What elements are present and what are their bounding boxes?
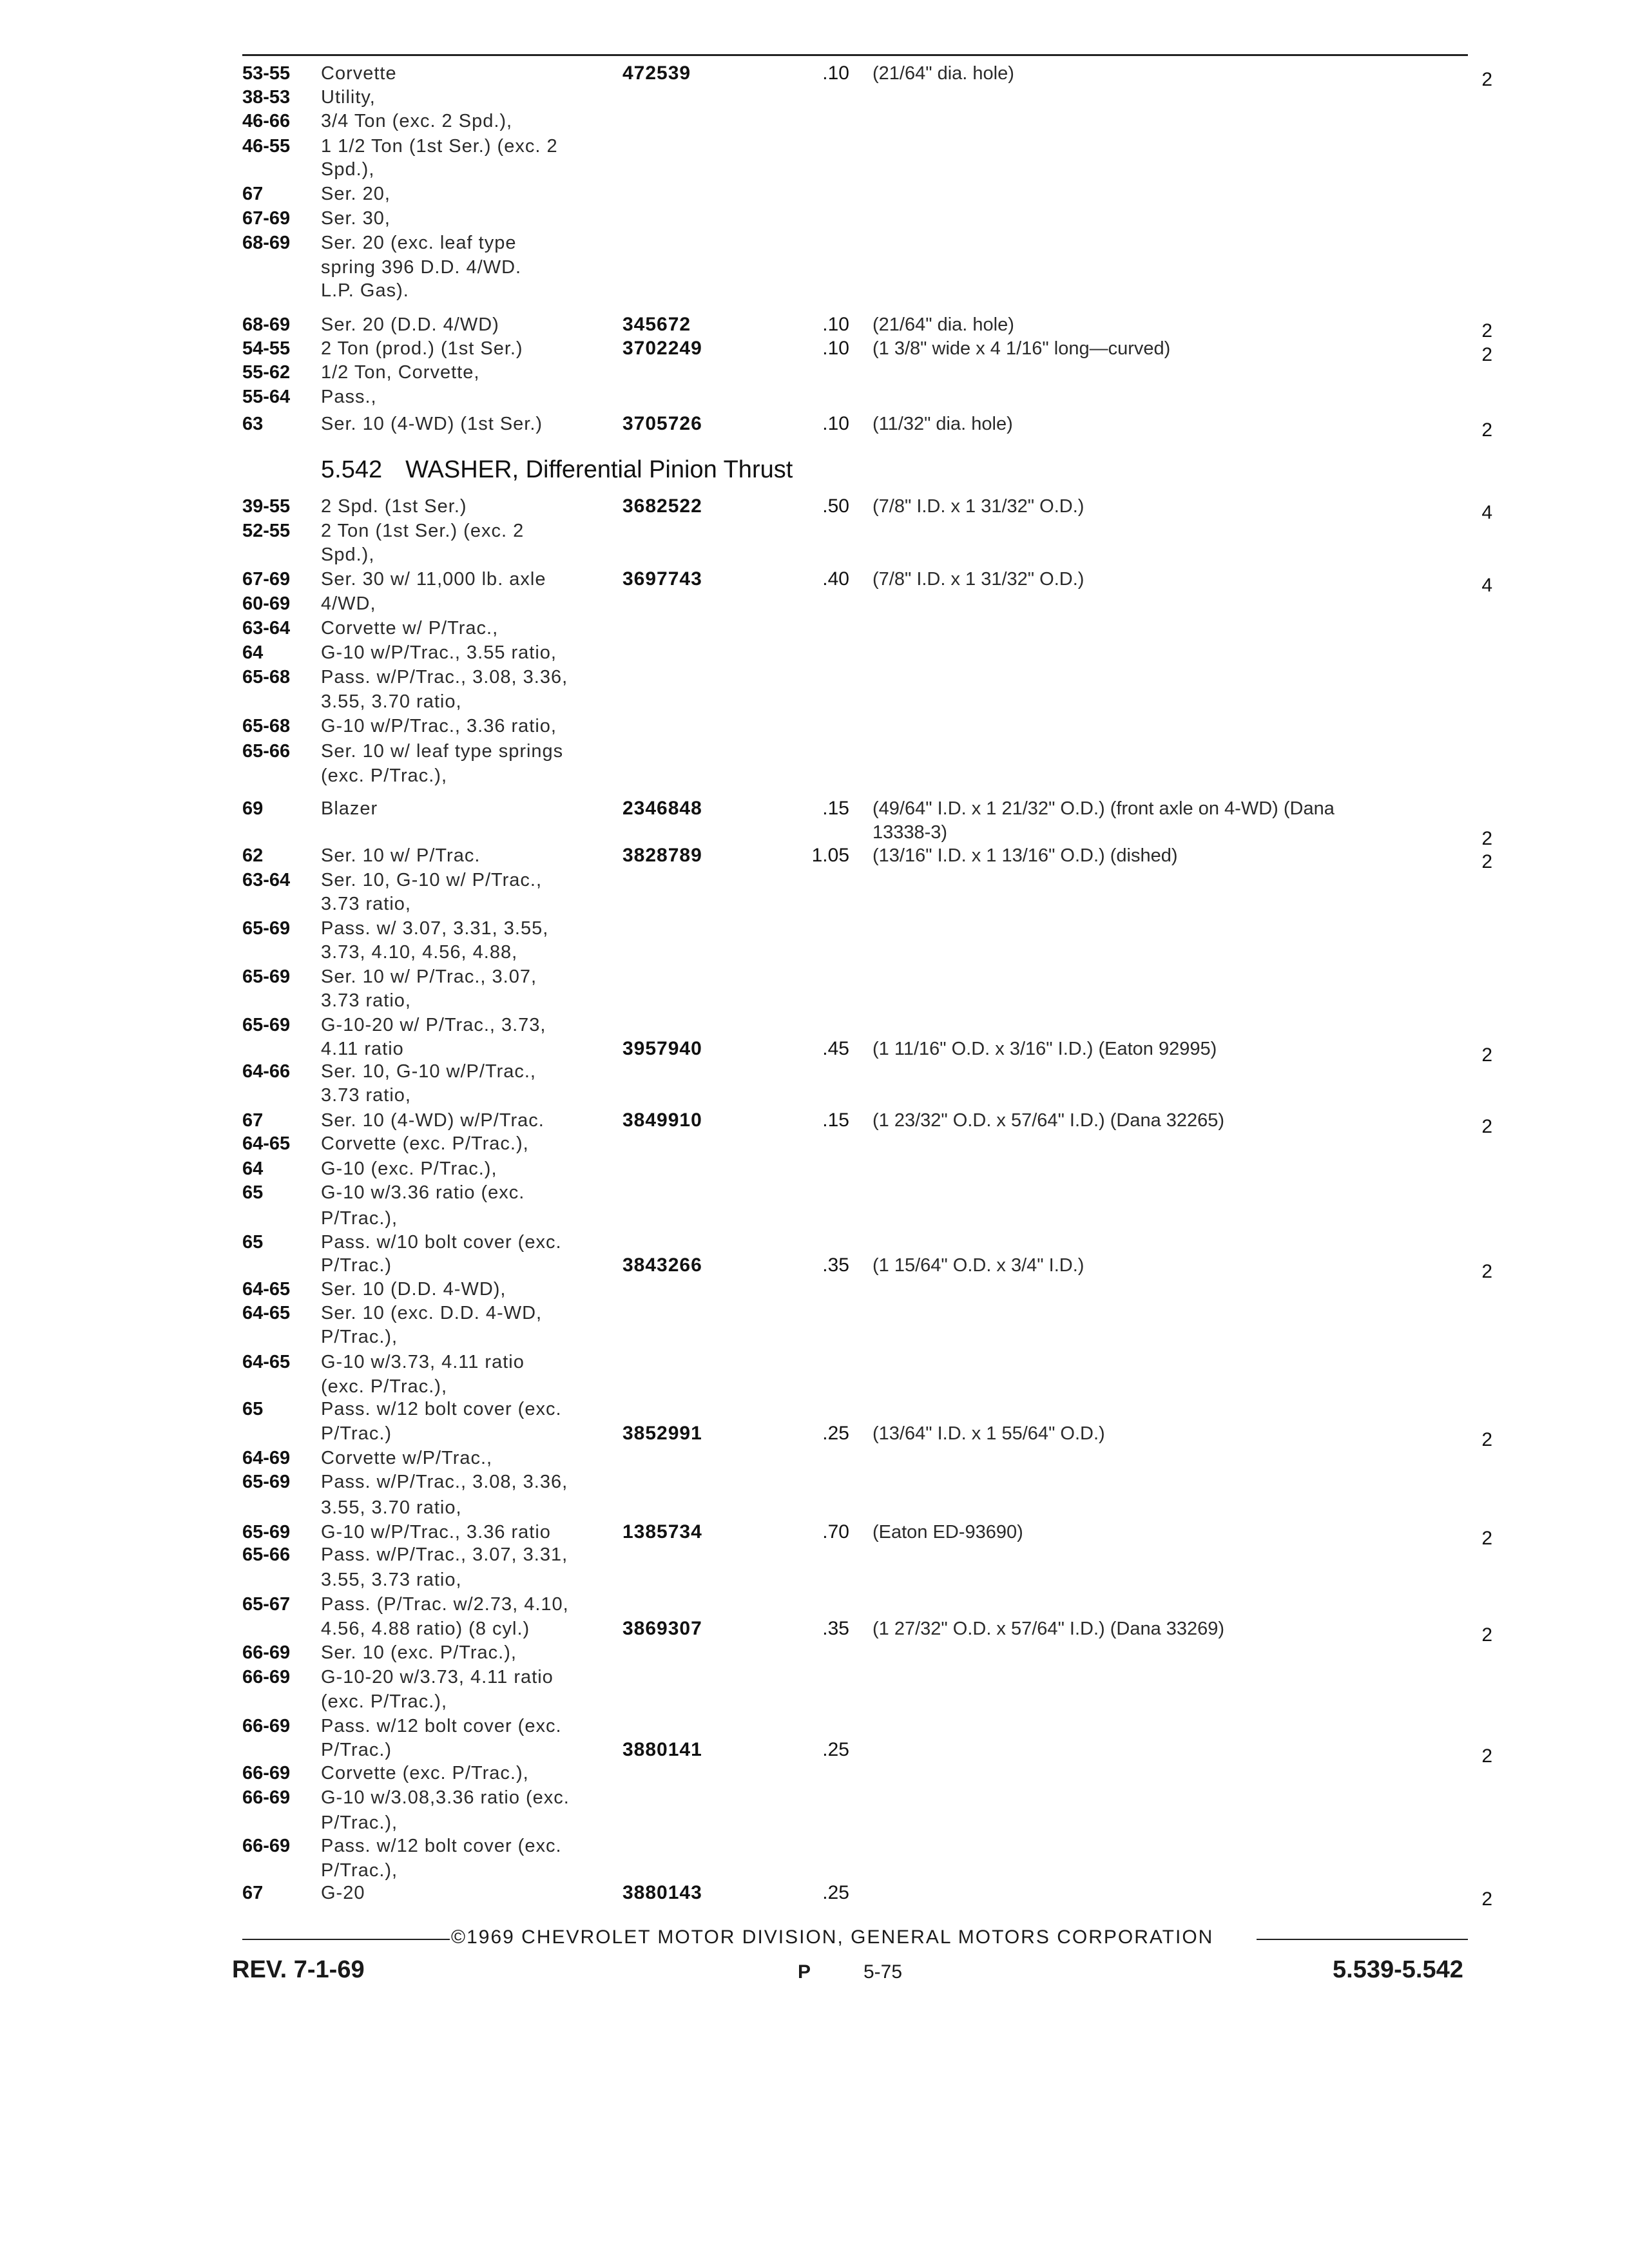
row-application: Ser. 10 (exc. D.D. 4-WD,	[321, 1303, 543, 1323]
row-year-range: 64-65	[242, 1303, 291, 1323]
row-note: 13338-3)	[872, 822, 948, 843]
row-price: .10	[822, 338, 849, 359]
row-application: Spd.),	[321, 544, 375, 565]
row-year-range: 60-69	[242, 593, 291, 614]
row-year-range: 66-69	[242, 1716, 291, 1736]
row-application: Utility,	[321, 87, 376, 108]
row-application: 2 Spd. (1st Ser.)	[321, 496, 467, 517]
row-application: Ser. 20 (exc. leaf type	[321, 233, 517, 253]
row-application: Pass. w/10 bolt cover (exc.	[321, 1232, 562, 1253]
row-application: G-10 w/3.73, 4.11 ratio	[321, 1352, 525, 1372]
row-part-number: 3828789	[622, 845, 702, 866]
row-year-range: 55-62	[242, 362, 291, 383]
row-part-number: 3852991	[622, 1423, 702, 1444]
row-application: L.P. Gas).	[321, 280, 409, 301]
row-price: .35	[822, 1254, 849, 1276]
row-application: Ser. 10 (D.D. 4-WD),	[321, 1279, 506, 1300]
row-year-range: 67	[242, 1110, 264, 1131]
row-application: Ser. 10 (exc. P/Trac.),	[321, 1642, 517, 1663]
row-quantity: 2	[1481, 1429, 1492, 1450]
row-part-number: 3869307	[622, 1618, 702, 1639]
row-application: (exc. P/Trac.),	[321, 1376, 447, 1397]
row-year-range: 46-55	[242, 136, 291, 157]
row-year-range: 65-68	[242, 716, 291, 736]
revision-date: REV. 7-1-69	[232, 1956, 365, 1983]
row-note: (1 3/8" wide x 4 1/16" long—curved)	[872, 338, 1171, 359]
row-year-range: 63-64	[242, 618, 291, 639]
row-application: G-10 w/P/Trac., 3.36 ratio,	[321, 716, 557, 736]
row-application: P/Trac.),	[321, 1860, 398, 1881]
row-quantity: 2	[1481, 1261, 1492, 1282]
row-application: G-20	[321, 1883, 365, 1903]
row-year-range: 64-66	[242, 1061, 291, 1082]
row-application: 3.73 ratio,	[321, 990, 411, 1011]
row-year-range: 65-69	[242, 1472, 291, 1492]
row-year-range: 65-66	[242, 741, 291, 762]
row-application: G-10 w/P/Trac., 3.55 ratio,	[321, 642, 557, 663]
row-part-number: 2346848	[622, 798, 702, 819]
row-year-range: 64	[242, 1158, 264, 1179]
row-part-number: 3843266	[622, 1254, 702, 1276]
section-title: WASHER, Differential Pinion Thrust	[405, 456, 793, 483]
row-application: Ser. 30 w/ 11,000 lb. axle	[321, 569, 546, 590]
row-note: (11/32" dia. hole)	[872, 414, 1013, 434]
row-year-range: 65	[242, 1399, 264, 1419]
row-part-number: 345672	[622, 314, 691, 335]
row-application: G-10 (exc. P/Trac.),	[321, 1158, 497, 1179]
row-application: Ser. 20 (D.D. 4/WD)	[321, 314, 499, 335]
row-note: (1 11/16" O.D. x 3/16" I.D.) (Eaton 92995)	[872, 1039, 1217, 1059]
row-part-number: 3697743	[622, 568, 702, 590]
row-application: 4.56, 4.88 ratio) (8 cyl.)	[321, 1619, 530, 1639]
row-year-range: 39-55	[242, 496, 291, 517]
row-part-number: 1385734	[622, 1521, 702, 1542]
row-year-range: 65-67	[242, 1594, 291, 1615]
row-year-range: 66-69	[242, 1787, 291, 1808]
row-application: G-10 w/P/Trac., 3.36 ratio	[321, 1522, 551, 1542]
row-application: Spd.),	[321, 159, 375, 180]
row-quantity: 4	[1481, 575, 1492, 596]
section-range: 5.539-5.542	[1333, 1956, 1463, 1983]
row-application: Ser. 10 w/ P/Trac.	[321, 845, 481, 866]
row-application: P/Trac.),	[321, 1327, 398, 1347]
row-application: 4.11 ratio	[321, 1039, 404, 1059]
row-note: (1 23/32" O.D. x 57/64" I.D.) (Dana 32265)	[872, 1110, 1225, 1131]
row-year-range: 64-69	[242, 1448, 291, 1468]
footer-rule-right	[1257, 1939, 1468, 1940]
row-application: Corvette	[321, 63, 397, 84]
row-year-range: 65-69	[242, 966, 291, 987]
row-year-range: 67-69	[242, 569, 291, 590]
row-year-range: 66-69	[242, 1763, 291, 1783]
row-quantity: 2	[1481, 1116, 1492, 1137]
row-quantity: 2	[1481, 1528, 1492, 1549]
row-application: Corvette w/P/Trac.,	[321, 1448, 493, 1468]
row-application: 1/2 Ton, Corvette,	[321, 362, 480, 383]
row-application: Ser. 10 (4-WD) (1st Ser.)	[321, 414, 543, 434]
row-year-range: 68-69	[242, 314, 291, 335]
row-application: 3.55, 3.73 ratio,	[321, 1570, 462, 1590]
section-number: 5.542	[321, 456, 383, 483]
row-application: P/Trac.),	[321, 1208, 398, 1229]
row-note: (13/16" I.D. x 1 13/16" O.D.) (dished)	[872, 845, 1178, 866]
row-year-range: 69	[242, 798, 264, 819]
row-year-range: 64-65	[242, 1133, 291, 1154]
row-year-range: 67	[242, 1883, 264, 1903]
row-application: Ser. 30,	[321, 208, 390, 229]
row-note: (7/8" I.D. x 1 31/32" O.D.)	[872, 569, 1084, 590]
row-application: Pass. w/P/Trac., 3.07, 3.31,	[321, 1544, 568, 1565]
row-quantity: 2	[1481, 1044, 1492, 1066]
row-application: Pass. w/12 bolt cover (exc.	[321, 1716, 562, 1736]
row-year-range: 65-69	[242, 1015, 291, 1035]
row-application: Ser. 10 (4-WD) w/P/Trac.	[321, 1110, 545, 1131]
row-price: .45	[822, 1038, 849, 1059]
row-note: (49/64" I.D. x 1 21/32" O.D.) (front axle on 4-WD) (Dana	[872, 798, 1335, 819]
row-quantity: 2	[1481, 1624, 1492, 1646]
row-year-range: 64	[242, 642, 264, 663]
row-price: 1.05	[811, 845, 849, 866]
row-price: .15	[822, 798, 849, 819]
row-application: Pass.,	[321, 387, 377, 407]
row-quantity: 2	[1481, 828, 1492, 849]
row-quantity: 2	[1481, 1745, 1492, 1767]
row-year-range: 64-65	[242, 1279, 291, 1300]
row-year-range: 65-69	[242, 918, 291, 939]
row-application: Corvette (exc. P/Trac.),	[321, 1763, 529, 1783]
row-price: .15	[822, 1110, 849, 1131]
row-year-range: 67-69	[242, 208, 291, 229]
row-part-number: 3682522	[622, 495, 702, 517]
row-quantity: 2	[1481, 419, 1492, 441]
row-part-number: 3702249	[622, 338, 702, 359]
row-year-range: 63-64	[242, 870, 291, 890]
row-price: .50	[822, 495, 849, 517]
row-application: Pass. w/P/Trac., 3.08, 3.36,	[321, 667, 568, 687]
row-price: .10	[822, 413, 849, 434]
row-year-range: 46-66	[242, 111, 291, 131]
row-application: 3.73, 4.10, 4.56, 4.88,	[321, 942, 518, 963]
row-quantity: 2	[1481, 344, 1492, 365]
row-application: P/Trac.)	[321, 1423, 392, 1444]
row-part-number: 3880141	[622, 1739, 702, 1760]
row-application: P/Trac.)	[321, 1255, 392, 1276]
row-application: 1 1/2 Ton (1st Ser.) (exc. 2	[321, 136, 558, 157]
row-application: Ser. 20,	[321, 184, 390, 204]
row-year-range: 66-69	[242, 1836, 291, 1856]
row-quantity: 4	[1481, 502, 1492, 523]
row-application: P/Trac.)	[321, 1740, 392, 1760]
row-note: (21/64" dia. hole)	[872, 63, 1014, 84]
row-year-range: 63	[242, 414, 264, 434]
row-application: (exc. P/Trac.),	[321, 765, 447, 786]
row-part-number: 3705726	[622, 413, 702, 434]
row-application: Pass. w/P/Trac., 3.08, 3.36,	[321, 1472, 568, 1492]
row-application: Ser. 10 w/ P/Trac., 3.07,	[321, 966, 537, 987]
row-year-range: 53-55	[242, 63, 291, 84]
row-application: Corvette (exc. P/Trac.),	[321, 1133, 529, 1154]
page-letter: P	[798, 1961, 811, 1983]
row-part-number: 3880143	[622, 1882, 702, 1903]
row-application: G-10-20 w/ P/Trac., 3.73,	[321, 1015, 546, 1035]
row-year-range: 54-55	[242, 338, 291, 359]
row-quantity: 2	[1481, 851, 1492, 872]
row-year-range: 65	[242, 1182, 264, 1203]
row-application: Ser. 10, G-10 w/P/Trac.,	[321, 1061, 536, 1082]
row-year-range: 65-68	[242, 667, 291, 687]
row-year-range: 65-69	[242, 1522, 291, 1542]
row-note: (Eaton ED-93690)	[872, 1522, 1023, 1542]
row-quantity: 2	[1481, 320, 1492, 341]
row-year-range: 67	[242, 184, 264, 204]
row-application: G-10 w/3.36 ratio (exc.	[321, 1182, 525, 1203]
row-application: G-10-20 w/3.73, 4.11 ratio	[321, 1667, 554, 1687]
row-note: (21/64" dia. hole)	[872, 314, 1014, 335]
row-application: G-10 w/3.08,3.36 ratio (exc.	[321, 1787, 570, 1808]
row-quantity: 2	[1481, 1888, 1492, 1910]
row-application: Pass. w/12 bolt cover (exc.	[321, 1399, 562, 1419]
row-application: 4/WD,	[321, 593, 376, 614]
row-note: (13/64" I.D. x 1 55/64" O.D.)	[872, 1423, 1105, 1444]
row-quantity: 2	[1481, 69, 1492, 90]
row-note: (7/8" I.D. x 1 31/32" O.D.)	[872, 496, 1084, 517]
row-price: .25	[822, 1423, 849, 1444]
row-price: .10	[822, 62, 849, 84]
row-year-range: 65-66	[242, 1544, 291, 1565]
row-price: .25	[822, 1739, 849, 1760]
row-part-number: 3957940	[622, 1038, 702, 1059]
row-part-number: 472539	[622, 62, 691, 84]
row-application: Pass. w/12 bolt cover (exc.	[321, 1836, 562, 1856]
row-application: Blazer	[321, 798, 378, 819]
copyright-line: ©1969 CHEVROLET MOTOR DIVISION, GENERAL MOTORS CORPORATION	[451, 1927, 1214, 1948]
row-price: .35	[822, 1618, 849, 1639]
row-application: 3.73 ratio,	[321, 1085, 411, 1106]
row-price: .40	[822, 568, 849, 590]
row-application: Pass. w/ 3.07, 3.31, 3.55,	[321, 918, 549, 939]
row-application: Pass. (P/Trac. w/2.73, 4.10,	[321, 1594, 569, 1615]
row-note: (1 15/64" O.D. x 3/4" I.D.)	[872, 1255, 1084, 1276]
row-application: 3.73 ratio,	[321, 894, 411, 914]
row-year-range: 52-55	[242, 521, 291, 541]
row-application: Ser. 10 w/ leaf type springs	[321, 741, 564, 762]
row-year-range: 65	[242, 1232, 264, 1253]
row-application: 3/4 Ton (exc. 2 Spd.),	[321, 111, 513, 131]
footer-rule-left	[242, 1939, 450, 1940]
row-year-range: 38-53	[242, 87, 291, 108]
row-year-range: 64-65	[242, 1352, 291, 1372]
row-application: Corvette w/ P/Trac.,	[321, 618, 499, 639]
row-application: (exc. P/Trac.),	[321, 1691, 447, 1712]
row-application: 3.55, 3.70 ratio,	[321, 1497, 462, 1518]
row-note: (1 27/32" O.D. x 57/64" I.D.) (Dana 33269)	[872, 1619, 1225, 1639]
row-price: .10	[822, 314, 849, 335]
row-application: Ser. 10, G-10 w/ P/Trac.,	[321, 870, 543, 890]
row-application: 2 Ton (prod.) (1st Ser.)	[321, 338, 523, 359]
row-application: P/Trac.),	[321, 1812, 398, 1833]
row-price: .70	[822, 1521, 849, 1542]
row-price: .25	[822, 1882, 849, 1903]
row-application: 3.55, 3.70 ratio,	[321, 691, 462, 712]
row-year-range: 55-64	[242, 387, 291, 407]
row-application: 2 Ton (1st Ser.) (exc. 2	[321, 521, 525, 541]
row-year-range: 62	[242, 845, 264, 866]
row-year-range: 66-69	[242, 1642, 291, 1663]
page-number: 5-75	[863, 1961, 903, 1983]
row-application: spring 396 D.D. 4/WD.	[321, 257, 522, 278]
row-year-range: 68-69	[242, 233, 291, 253]
row-year-range: 66-69	[242, 1667, 291, 1687]
row-part-number: 3849910	[622, 1110, 702, 1131]
